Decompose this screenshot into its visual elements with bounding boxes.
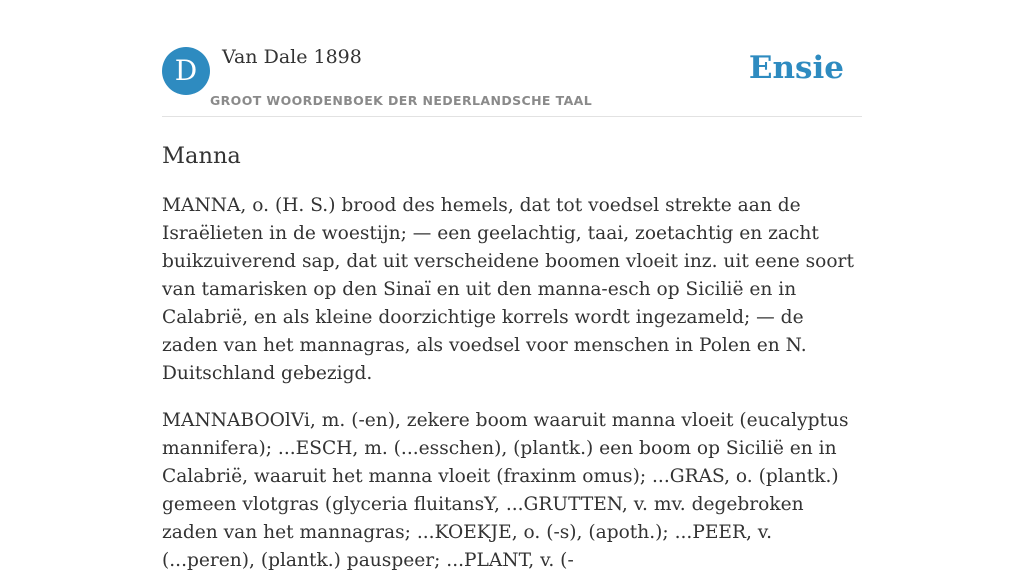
- brand-logo[interactable]: Ensie: [748, 50, 844, 86]
- entry-paragraph: MANNA, o. (H. S.) brood des hemels, dat tot voedsel strekte aan de Israëlieten in de woestijn; — een geelachtig, taai, zoetachtig en zacht buikzuiverend sap, dat uit verscheidene boomen vloeit inz. uit eene soort van tamarisken op den Sinaï en uit den manna-esch op Sicilië en in Calabrië, en als kleine doorzichtige korrels wordt ingezameld; — de zaden van het mannagras, als voedsel voor menschen in Polen en N. Duitschland gebezigd.: [162, 195, 854, 384]
- source-subtitle: GROOT WOORDENBOEK DER NEDERLANDSCHE TAAL: [210, 93, 593, 108]
- entry-headword: Manna: [162, 143, 241, 169]
- source-title[interactable]: Van Dale 1898: [222, 46, 362, 68]
- source-header: [162, 0, 862, 117]
- page-container: [162, 0, 862, 575]
- source-avatar[interactable]: D: [162, 47, 210, 95]
- entry-paragraph: MANNABOOlVi, m. (-en), zekere boom waaruit manna vloeit (eucalyptus mannifera); ...ESCH, m. (...esschen), (plantk.) een boom op Sicilië en in Calabrië, waaruit het manna vloeit (fraxinm omus); ...GRAS, o. (plantk.) gemeen vlotgras (glyceria fluitansY, ...GRUTTEN, v. mv. degebroken zaden van het mannagras; ...KOEKJE, o. (-s), (apoth.); ...PEER, v. (...peren), (plantk.) pauspeer; ...PLANT, v. (-: [162, 410, 849, 571]
